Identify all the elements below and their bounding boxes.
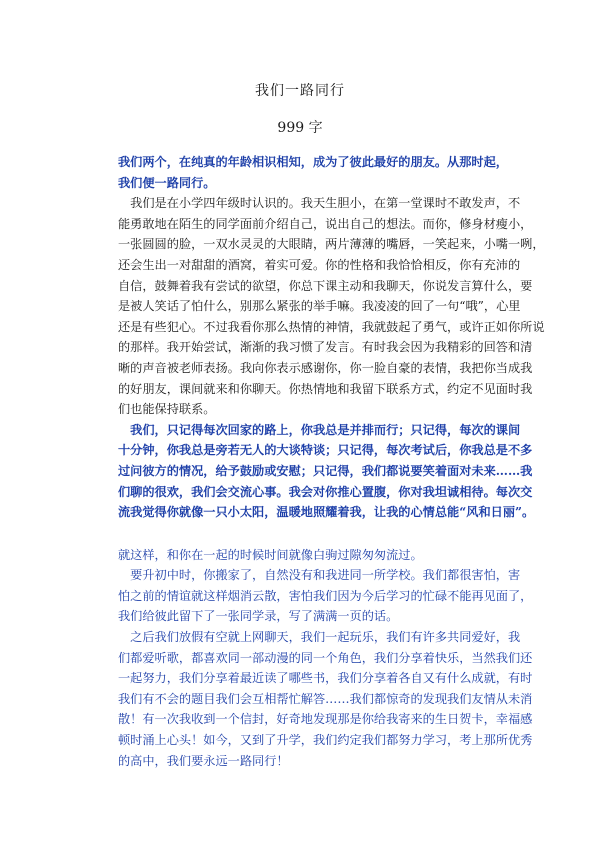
text-line: 我们，只记得每次回家的路上，你我总是并排而行；只记得，每次的课间	[118, 422, 521, 437]
essay-body	[118, 152, 545, 771]
paragraph-parting	[118, 545, 533, 772]
text-line: 我们有不会的题目我们会互相帮忙解答……我们都惊奇的发现我们友情从未消	[118, 691, 533, 706]
text-line: 我们两个，在纯真的年龄相识相知，成为了彼此最好的朋友。从那时起，	[118, 155, 508, 169]
text-line: 一起努力，我们分享着最近读了哪些书，我们分享着各自又有什么成就，有时	[118, 671, 533, 686]
text-line: 就这样，和你在一起的时候时间就像白驹过隙匆匆流过。	[118, 547, 423, 562]
paragraph-intro	[118, 152, 520, 193]
text-line: 的那样。我开始尝试，渐渐的我习惯了发言。有时我会因为我精彩的回答和清	[118, 340, 533, 355]
text-line: 我们便一路同行。	[118, 175, 216, 190]
essay-title: 我们一路同行	[255, 83, 345, 99]
text-line: 之后我们放假有空就上网聊天，我们一起玩乐，我们有许多共同爱好，我	[118, 630, 521, 645]
text-line: 的好朋友，课间就来和你聊天。你热情地和我留下联系方式，约定不见面时我	[118, 381, 533, 396]
text-line: 们都爱听歌，都喜欢同一部动漫的同一个角色，我们分享着快乐，当然我们还	[118, 650, 533, 665]
text-line: 们聊的很欢，我们会交流心事。我会对你推心置腹，你对我坦诚相待。每次交	[118, 484, 533, 499]
text-line: 晰的声音被老师表扬。我向你表示感谢你，你一脸自豪的表情，我把你当成我	[118, 360, 533, 375]
text-line: 自信，鼓舞着我有尝试的欲望，你总下课主动和我聊天，你说发言算什么，要	[118, 278, 533, 293]
paragraph-memories	[118, 420, 535, 523]
text-line: 一张圆圆的脸，一双水灵灵的大眼睛，两片薄薄的嘴唇，一笑起来，小嘴一咧，	[118, 237, 545, 252]
text-line: 我们给彼此留下了一张同学录，写了满满一页的话。	[118, 609, 399, 624]
text-line: 怕之前的情谊就这样烟消云散，害怕我们因为今后学习的忙碌不能再见面了，	[118, 588, 533, 603]
text-line: 的高中，我们要永远一路同行！	[118, 753, 289, 768]
text-line: 是被人笑话了怕什么，别那么紧张的举手嘛。我凌凌的回了一句“哦”，心里	[118, 299, 521, 314]
word-count: 999 字	[277, 120, 323, 136]
text-line: 我们是在小学四年级时认识的。我天生胆小，在第一堂课时不敢发声，不	[118, 196, 521, 211]
text-line: 们也能保持联系。	[118, 402, 216, 417]
text-line: 要升初中时，你搬家了，自然没有和我进同一所学校。我们都很害怕，害	[118, 568, 521, 583]
text-line: 散！有一次我收到一个信封，好奇地发现那是你给我寄来的生日贺卡，幸福感	[118, 712, 533, 727]
text-line: 顿时涌上心头！如今，又到了升学，我们约定我们都努力学习，考上那所优秀	[118, 733, 533, 748]
text-line: 流我觉得你就像一只小太阳，温暖地照耀着我，让我的心情总能“风和日丽”。	[118, 505, 535, 520]
paragraph-meeting	[118, 193, 545, 420]
text-line: 还是有些犯心。不过我看你那么热情的神情，我就鼓起了勇气，或许正如你所说	[118, 319, 545, 334]
text-line: 还会生出一对甜甜的酒窝，着实可爱。你的性格和我恰恰相反，你有充沛的	[118, 257, 521, 272]
text-line: 能勇敢地在陌生的同学面前介绍自己，说出自己的想法。而你，修身材瘦小，	[118, 216, 533, 231]
text-line: 十分钟，你我总是旁若无人的大谈特谈；只记得，每次考试后，你我总是不多	[118, 443, 533, 458]
text-line: 过问彼方的情况，给予鼓励或安慰；只记得，我们都说要笑着面对未来……我	[118, 463, 533, 478]
